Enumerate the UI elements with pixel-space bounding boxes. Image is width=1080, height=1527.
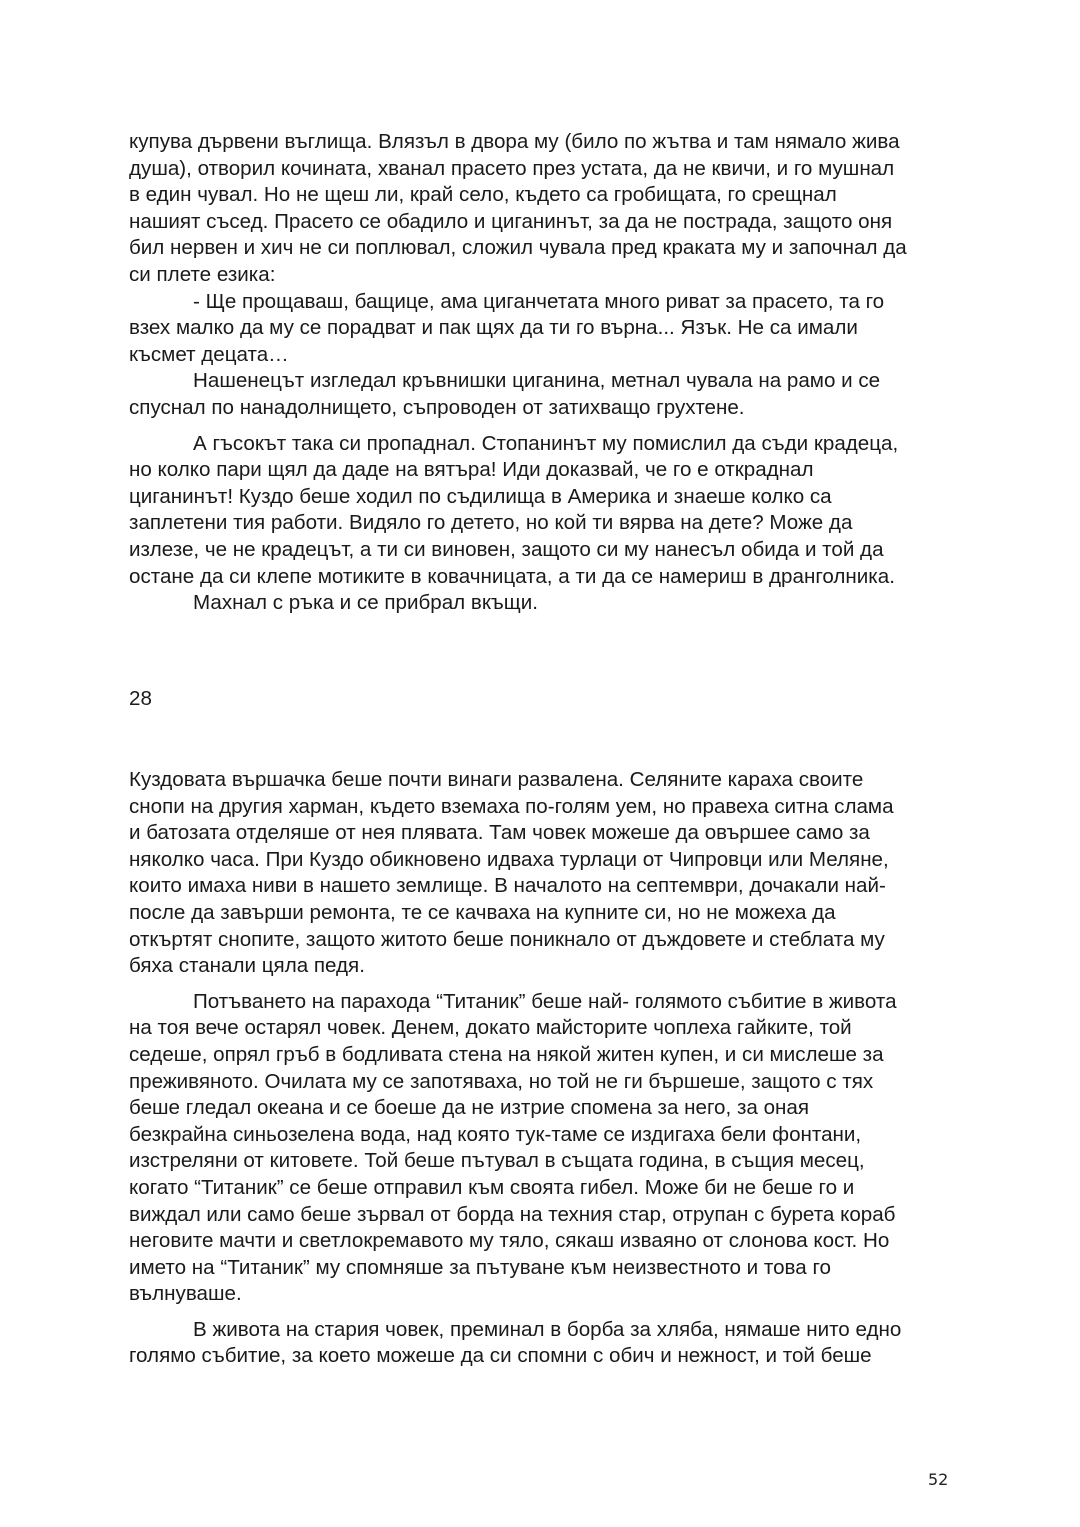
text-line: голямо събитие, за което можеше да си спомни с обич и нежност, и той беше	[129, 1344, 872, 1368]
paragraph	[129, 1317, 955, 1370]
text-line: няколко часа. При Куздо обикновено идваха турлаци от Чипровци или Меляне,	[129, 847, 889, 871]
text-line: в един чувал. Но не щеш ли, край село, където са гробищата, го срещнал	[129, 183, 837, 207]
text-line: но колко пари щял да даде на вятъра! Иди доказвай, че го е откраднал	[129, 458, 814, 482]
text-line: виждал или само беше зървал от борда на техния стар, отрупан с бурета кораб	[129, 1202, 896, 1226]
text-line: седеше, опрял гръб в бодливата стена на някой житен купен, и си мислеше за	[129, 1042, 884, 1066]
paragraph	[129, 767, 955, 980]
paragraph	[129, 289, 955, 369]
text-line: Махнал с ръка и се прибрал вкъщи.	[193, 591, 538, 615]
text-line: преживяното. Очилата му се запотяваха, но той не ги бършеше, защото с тях	[129, 1069, 874, 1093]
paragraph	[129, 368, 955, 421]
text-line: купува дървени въглища. Влязъл в двора му (било по жътва и там нямало жива	[129, 130, 900, 153]
text-line: бяха станали цяла педя.	[129, 954, 365, 978]
paragraph	[129, 129, 955, 289]
text-line: когато “Титаник” се беше отправил към своята гибел. Може би не беше го и	[129, 1175, 855, 1199]
text-line: откъртят снопите, защото житото беше поникнало от дъждовете и стеблата му	[129, 927, 885, 951]
text-line: името на “Титаник” му спомняше за пътуване към неизвестното и това го	[129, 1255, 831, 1279]
paragraph	[129, 590, 955, 617]
text-line: остане да си клепе мотиките в ковачницата, а ти да се намериш в дранголника.	[129, 564, 895, 588]
text-line: на тоя вече остарял човек. Денем, докато майсторите чоплеха гайките, той	[129, 1016, 852, 1040]
text-line: Нашенецът изгледал кръвнишки циганина, метнал чувала на рамо и се	[193, 369, 881, 393]
text-line: нашият съсед. Прасето се обадило и циганинът, за да не пострада, защото оня	[129, 209, 893, 233]
paragraph	[129, 431, 955, 591]
text-line: В живота на стария човек, преминал в борба за хляба, нямаше нито едно	[193, 1317, 902, 1341]
text-line: изстреляни от китовете. Той беше пътувал в същата година, в същия месец,	[129, 1149, 865, 1173]
text-line: спуснал по нанадолнището, съпроводен от затихващо грухтене.	[129, 395, 745, 419]
text-line: които имаха ниви в нашето землище. В началото на септември, дочакали най-	[129, 874, 886, 898]
text-line: си плете езика:	[129, 262, 276, 286]
chapter-number: 28	[129, 687, 152, 710]
body-text-bottom	[129, 767, 955, 1370]
page-number: 52	[928, 1470, 949, 1489]
text-line: неговите мачти и светлокремавото му тяло, сякаш изваяно от слонова кост. Но	[129, 1229, 890, 1253]
text-line: взех малко да му се порадват и пак щях да ти го върна... Язък. Не са имали	[129, 316, 858, 340]
text-line: късмет децата…	[129, 342, 289, 366]
text-line: Куздовата вършачка беше почти винаги развалена. Селяните караха своите	[129, 768, 864, 791]
body-text-top	[129, 129, 955, 617]
text-line: излезе, че не крадецът, а ти си виновен, защото си му нанесъл обида и той да	[129, 537, 884, 561]
paragraph	[129, 989, 955, 1308]
text-line: и батозата отделяше от нея плявата. Там човек можеше да овършее само за	[129, 821, 870, 845]
text-line: А гъсокът така си пропаднал. Стопанинът му помислил да съди крадеца,	[193, 431, 899, 455]
text-line: циганинът! Куздо беше ходил по съдилища в Америка и знаеше колко са	[129, 484, 832, 508]
text-line: заплетени тия работи. Видяло го детето, но кой ти вярва на дете? Може да	[129, 511, 853, 535]
text-line: Потъването на парахода “Титаник” беше най- голямото събитие в живота	[193, 989, 897, 1013]
text-line: вълнуваше.	[129, 1282, 242, 1306]
text-line: безкрайна синьозелена вода, над която тук-таме се издигаха бели фонтани,	[129, 1122, 862, 1146]
text-line: душа), отворил кочината, хванал прасето през устата, да не квичи, и го мушнал	[129, 156, 895, 180]
text-line: после да завърши ремонта, те се качваха на купните си, но не можеха да	[129, 900, 836, 924]
text-line: беше гледал океана и се боеше да не изтрие спомена за него, за оная	[129, 1096, 809, 1120]
text-line: - Ще прощаваш, бащице, ама циганчетата много риват за прасето, та го	[193, 289, 885, 313]
text-line: бил нервен и хич не си поплювал, сложил чувала пред краката му и започнал да	[129, 236, 907, 260]
text-line: снопи на другия харман, където вземаха по-голям уем, но правеха ситна слама	[129, 794, 894, 818]
